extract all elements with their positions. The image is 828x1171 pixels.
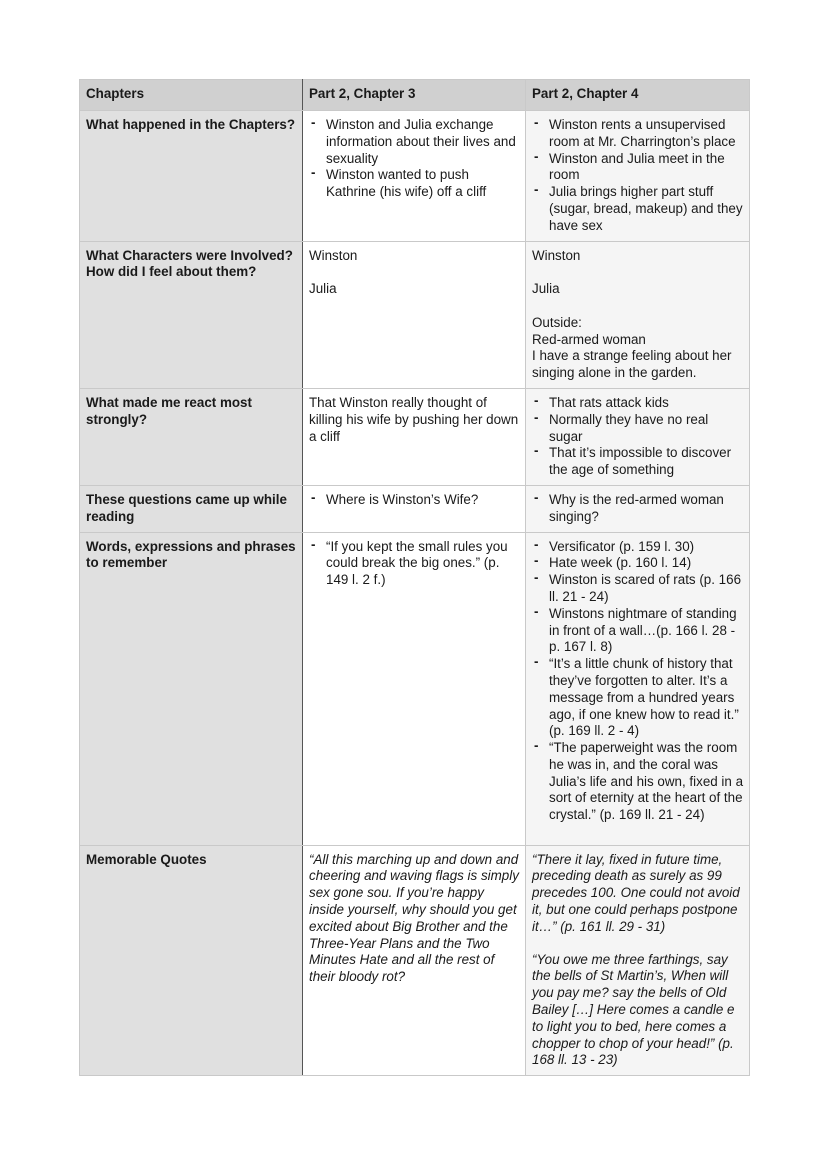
character-name: Julia [309, 281, 337, 297]
character-name: Red-armed woman [532, 331, 646, 347]
list-item: - “It’s a little chunk of history that they’ve forgotten to alter. It’s a message from a hundred years ago, if one knew how to read it.” (p. 169 ll. 2 - 4) [532, 656, 744, 740]
list-item: - Hate week (p. 160 l. 14) [532, 555, 744, 572]
ch4-list [532, 539, 744, 825]
character-feeling: I have a strange feeling about her singing alone in the garden. [532, 348, 732, 381]
ch4-cell [526, 388, 750, 485]
ch4-list [532, 117, 744, 235]
ch3-list [309, 117, 520, 201]
row-quotes [80, 845, 750, 1076]
header-chapters: Chapters [80, 80, 303, 111]
list-item: - Winston wanted to push Kathrine (his wife) off a cliff [309, 167, 520, 201]
outside-label: Outside: [532, 314, 582, 330]
ch3-list [309, 539, 520, 589]
row-label: Memorable Quotes [80, 845, 303, 1076]
list-item: - Winston and Julia exchange information about their lives and sexuality [309, 117, 520, 167]
list-item: - That rats attack kids [532, 395, 744, 412]
quote-text: “You owe me three farthings, say the bells of St Martin’s, When will you pay me? say the bells of Old Bailey […] Here comes a candle e to light you to bed, here comes a chopper to chop of your head!” (p. 168 ll. 13 - 23) [532, 951, 735, 1068]
quote-text: “There it lay, fixed in future time, preceding death as surely as 99 precedes 100. One could not avoid it, but one could perhaps postpone it…” (p. 161 ll. 29 - 31) [532, 851, 740, 934]
list-item: - Versificator (p. 159 l. 30) [532, 539, 744, 556]
ch4-cell [526, 532, 750, 845]
row-words [80, 532, 750, 845]
list-item: - Where is Winston’s Wife? [309, 492, 520, 509]
ch4-cell [526, 111, 750, 242]
list-item: - Winstons nightmare of standing in front of a wall…(p. 166 l. 28 - p. 167 l. 8) [532, 606, 744, 656]
row-label: These questions came up while reading [80, 485, 303, 532]
list-item: - Winston is scared of rats (p. 166 ll. 21 - 24) [532, 572, 744, 606]
ch4-cell [526, 241, 750, 388]
row-label: Words, expressions and phrases to remember [80, 532, 303, 845]
row-label: What happened in the Chapters? [80, 111, 303, 242]
header-part2-ch4: Part 2, Chapter 4 [526, 80, 750, 111]
row-label: What Characters were Involved? How did I feel about them? [80, 241, 303, 388]
list-item: - That it’s impossible to discover the age of something [532, 445, 744, 479]
ch3-cell: That Winston really thought of killing his wife by pushing her down a cliff [303, 388, 526, 485]
row-characters [80, 241, 750, 388]
list-item: - Normally they have no real sugar [532, 412, 744, 446]
ch3-cell [303, 485, 526, 532]
list-item: - Julia brings higher part stuff (sugar, bread, makeup) and they have sex [532, 184, 744, 234]
ch3-cell [303, 532, 526, 845]
ch3-cell: “All this marching up and down and cheering and waving flags is simply sex gone sou. If you’re happy inside yourself, why should you get excited about Big Brother and the Three-Year Plans and the Two Minutes Hate and all the rest of their bloody rot? [303, 845, 526, 1076]
header-row [80, 80, 750, 111]
ch3-cell [303, 111, 526, 242]
ch3-cell [303, 241, 526, 388]
header-part2-ch3: Part 2, Chapter 3 [303, 80, 526, 111]
list-item: - Winston and Julia meet in the room [532, 151, 744, 185]
ch4-cell [526, 485, 750, 532]
row-label: What made me react most strongly? [80, 388, 303, 485]
ch4-cell [526, 845, 750, 1076]
character-name: Winston [309, 247, 358, 263]
character-name: Julia [532, 281, 560, 297]
list-item: - Winston rents a unsupervised room at Mr. Charrington’s place [532, 117, 744, 151]
row-questions [80, 485, 750, 532]
row-what-happened [80, 111, 750, 242]
chapter-notes-table [79, 79, 750, 1076]
row-react [80, 388, 750, 485]
list-item: - Why is the red-armed woman singing? [532, 492, 744, 526]
ch3-list [309, 492, 520, 509]
character-name: Winston [532, 247, 581, 263]
list-item: - “If you kept the small rules you could break the big ones.” (p. 149 l. 2 f.) [309, 539, 520, 589]
list-item: - “The paperweight was the room he was in, and the coral was Julia’s life and his own, fixed in a sort of eternity at the heart of the crystal.” (p. 169 ll. 21 - 24) [532, 740, 744, 824]
ch4-list [532, 395, 744, 479]
ch4-list [532, 492, 744, 526]
